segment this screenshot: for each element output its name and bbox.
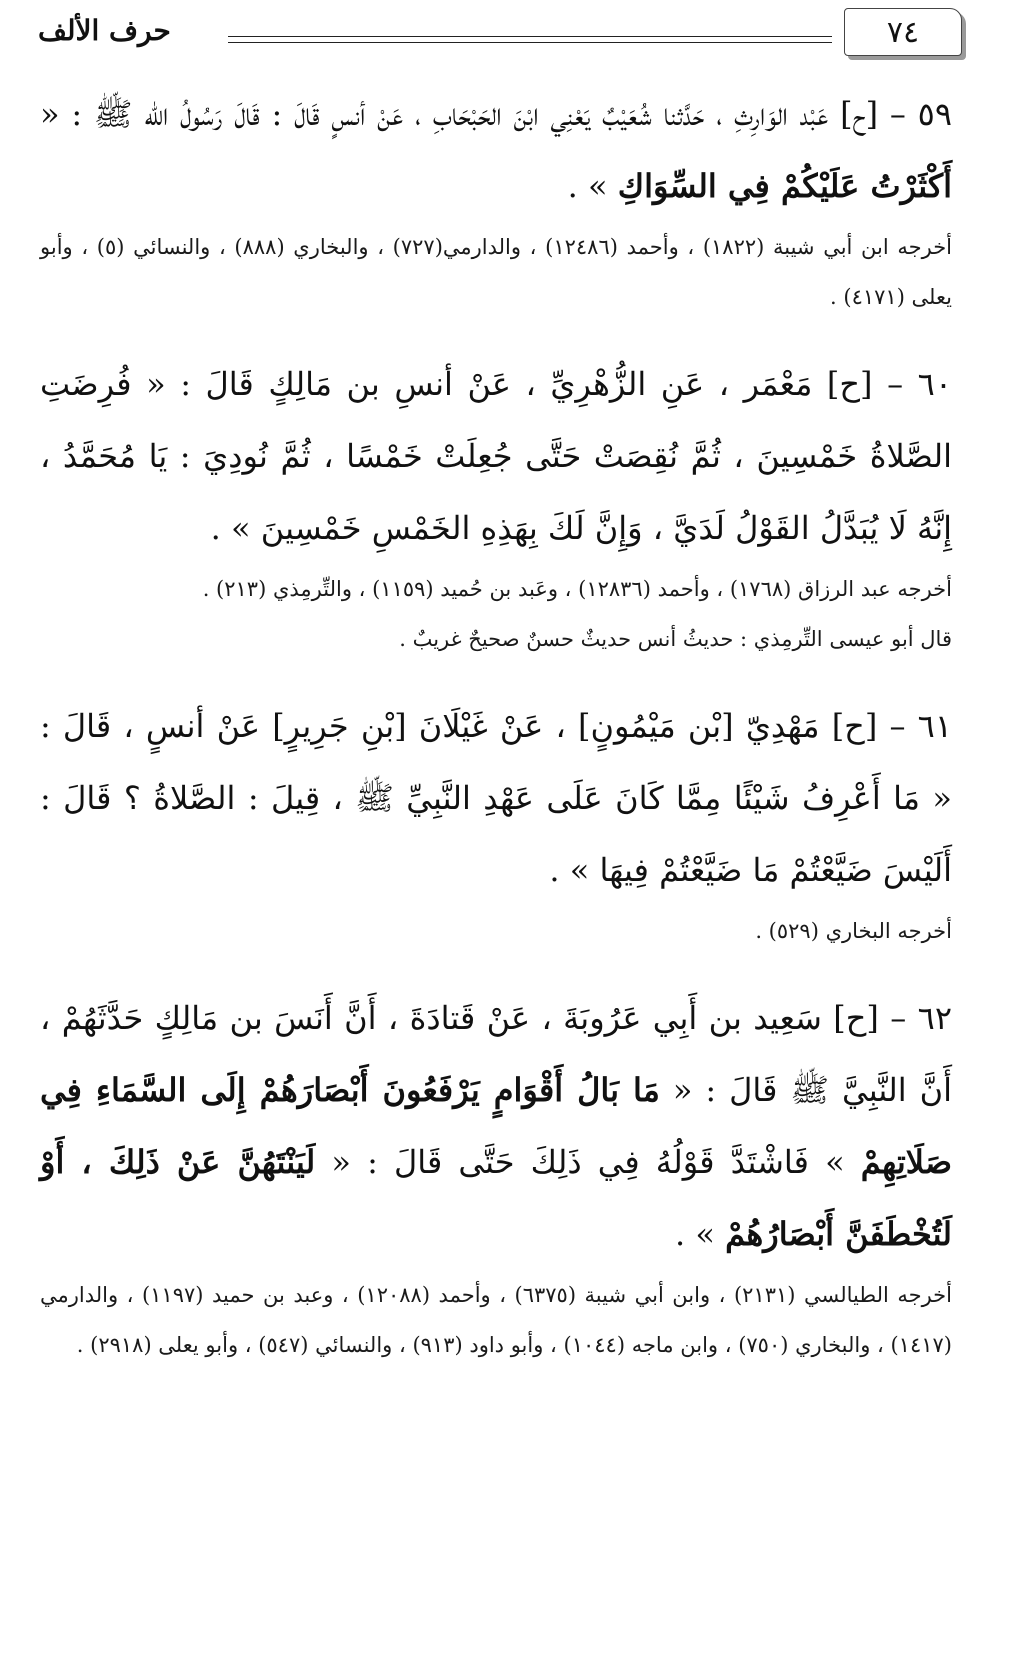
running-title: حرف الألف (38, 14, 171, 47)
hadith-matn-quote: مَا بَالُ أَقْوَامٍ يَرْفَعُونَ أَبْصَارَهُمْ إِلَى السَّمَاءِ فِي صَلَاتِهِمْ (40, 1071, 953, 1181)
hadith-isnad: ٥٩ – [ح] عَبْد الوَارِثِ ، حَدَّثنا شُعَيْبٌ يَعْنِي ابْنَ الحَبْحَابِ ، عَنْ أنسٍ قَالَ : قَالَ رَسُولُ الله ﷺ : « (40, 95, 952, 133)
hadith-isnad: ٦٢ – [ح] سَعِيد بن أَبِي عَرُوبَةَ ، عَنْ قَتادَةَ ، أَنَّ أَنَسَ بن مَالِكٍ حَدَّثَهُمْ ، أَنَّ النَّبِيَّ ﷺ قَالَ : « (40, 999, 953, 1109)
hadith-closing: » . (674, 1215, 726, 1253)
hadith-62 (40, 982, 952, 1370)
takhrij-line: أخرجه ابن أبي شيبة (١٨٢٢) ، وأحمد (١٢٤٨٦) ، والدارمي(٧٢٧) ، والبخاري (٨٨٨) ، والنسائي (٥) ، وأبو يعلى (٤١٧١) . (40, 235, 953, 309)
takhrij-line: أخرجه الطيالسي (٢١٣١) ، وابن أبي شيبة (٦٣٧٥) ، وأحمد (١٢٠٨٨) ، وعبد بن حميد (١١٩٧) ، والدارمي (١٤١٧) ، والبخاري (٧٥٠) ، وابن ماجه (١٠٤٤) ، وأبو داود (٩١٣) ، والنسائي (٥٤٧) ، وأبو يعلى (٢٩١٨) . (40, 1283, 953, 1357)
takhrij-note (40, 906, 952, 956)
hadith-matn-quote: أَكْثَرْتُ عَلَيْكُمْ فِي السِّوَاكِ (617, 167, 952, 205)
page-number-badge (844, 8, 962, 56)
hadith-isnad: ٦٠ – [ح] مَعْمَر ، عَنِ الزُّهْرِيِّ ، عَنْ أنسِ بن مَالِكٍ قَالَ : « فُرِضَتِ الصَّلاةُ خَمْسِينَ ، ثُمَّ نُقِصَتْ حَتَّى جُعِلَتْ خَمْسًا ، ثُمَّ نُودِيَ : يَا مُحَمَّدُ ، إِنَّهُ لَا يُبَدَّلُ القَوْلُ لَدَيَّ ، وَإِنَّ لَكَ بِهَذِهِ الخَمْسِ خَمْسِينَ » . (40, 365, 953, 547)
header-rule (228, 36, 832, 37)
page-number: ٧٤ (886, 14, 920, 50)
takhrij-note (40, 564, 952, 664)
grading-line: قال أبو عيسى التِّرمِذي : حديثُ أنس حديثٌ حسنٌ صحيحٌ غريبٌ . (399, 627, 952, 651)
hadith-text (40, 982, 952, 1270)
hadith-61 (40, 690, 952, 956)
takhrij-note (40, 222, 952, 322)
hadith-matn-quote-2: لَيَنْتَهُنَّ عَنْ ذَلِكَ ، أَوْ لَتُخْطَفَنَّ أَبْصَارُهُمْ (40, 1143, 952, 1253)
page-header (38, 8, 962, 56)
hadith-closing: » . (567, 167, 618, 205)
page-content (40, 78, 952, 1370)
hadith-middle: » فَاشْتَدَّ قَوْلُهُ فِي ذَلِكَ حَتَّى قَالَ : « (315, 1143, 861, 1181)
hadith-60 (40, 348, 952, 664)
hadith-isnad: ٦١ – [ح] مَهْدِيّ [بْن مَيْمُونٍ] ، عَنْ غَيْلَانَ [بْنِ جَرِيرٍ] عَنْ أنسٍ ، قَالَ : « مَا أَعْرِفُ شَيْئًا مِمَّا كَانَ عَلَى عَهْدِ النَّبِيِّ ﷺ ، قِيلَ : الصَّلاةُ ؟ قَالَ : أَلَيْسَ ضَيَّعْتُمْ مَا ضَيَّعْتُمْ فِيهَا » . (40, 707, 953, 889)
takhrij-line: أخرجه البخاري (٥٢٩) . (755, 919, 952, 943)
takhrij-note (40, 1270, 952, 1370)
header-rule-lower (228, 42, 832, 43)
hadith-text (40, 690, 952, 906)
hadith-text (40, 348, 952, 564)
hadith-59 (40, 78, 952, 322)
takhrij-line: أخرجه عبد الرزاق (١٧٦٨) ، وأحمد (١٢٨٣٦) ، وعَبد بن حُميد (١١٥٩) ، والتِّرمِذي (٢١٣) . (202, 577, 952, 601)
hadith-text (40, 78, 952, 222)
